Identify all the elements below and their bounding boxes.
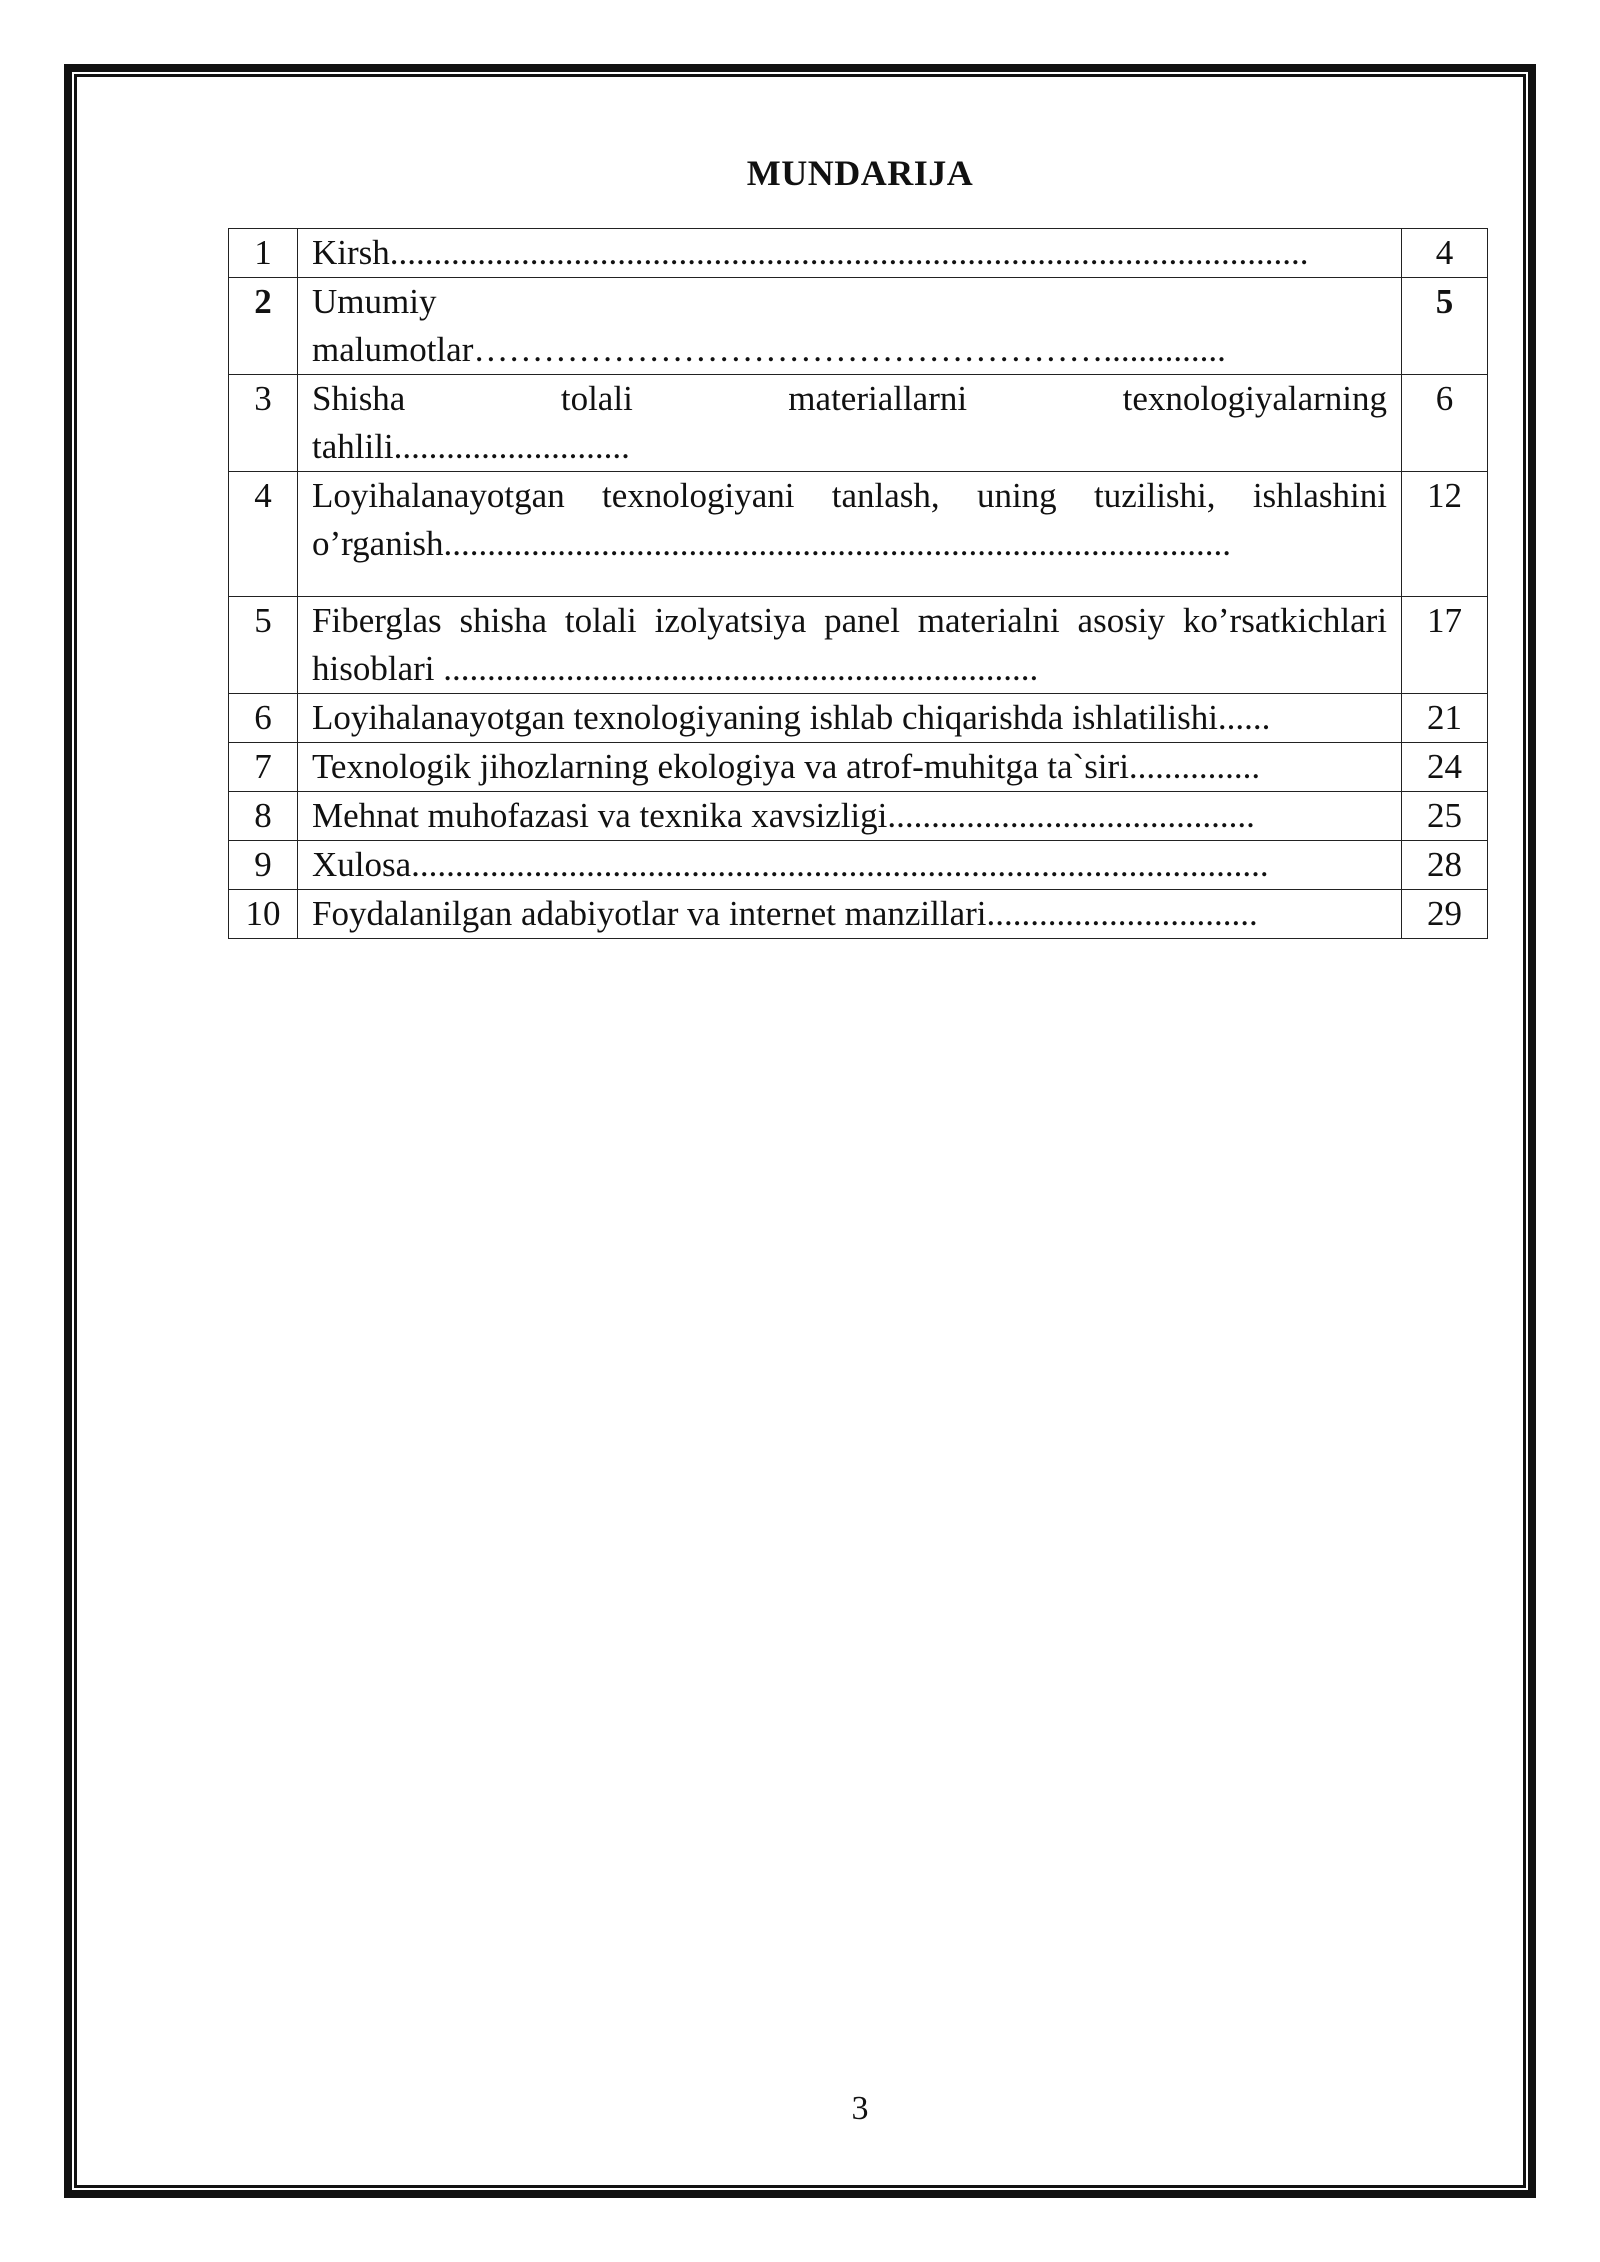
toc-row-9 bbox=[229, 841, 1488, 890]
toc-page-number: 17 bbox=[1402, 597, 1488, 694]
toc-number: 2 bbox=[229, 278, 298, 375]
toc-row-6 bbox=[229, 694, 1488, 743]
toc-entry-text: Umumiy malumotlar……………………………………………….............. bbox=[298, 278, 1402, 375]
toc-number: 10 bbox=[229, 890, 298, 939]
toc-page-number: 6 bbox=[1402, 375, 1488, 472]
toc-row-3 bbox=[229, 375, 1488, 472]
toc-page-number: 29 bbox=[1402, 890, 1488, 939]
toc-entry-text: Loyihalanayotgan texnologiyaning ishlab chiqarishda ishlatilishi...... bbox=[298, 694, 1402, 743]
toc-row-7 bbox=[229, 743, 1488, 792]
toc-number: 6 bbox=[229, 694, 298, 743]
toc-number: 1 bbox=[229, 229, 298, 278]
toc-row-10 bbox=[229, 890, 1488, 939]
toc-number: 5 bbox=[229, 597, 298, 694]
toc-row-1 bbox=[229, 229, 1488, 278]
toc-entry-text: Kirsh......................................................................................................... bbox=[298, 229, 1402, 278]
toc-page-number: 12 bbox=[1402, 472, 1488, 597]
toc-entry-text: Texnologik jihozlarning ekologiya va atrof-muhitga ta`siri............... bbox=[298, 743, 1402, 792]
toc-number: 4 bbox=[229, 472, 298, 597]
toc-page-number: 25 bbox=[1402, 792, 1488, 841]
toc-number: 3 bbox=[229, 375, 298, 472]
toc-row-8 bbox=[229, 792, 1488, 841]
toc-page-number: 5 bbox=[1402, 278, 1488, 375]
toc-entry-text: Mehnat muhofazasi va texnika xavsizligi.......................................... bbox=[298, 792, 1402, 841]
toc-row-4 bbox=[229, 472, 1488, 597]
toc-page-number: 21 bbox=[1402, 694, 1488, 743]
toc-entry-text: Shisha tolali materiallarni texnologiyalarning tahlili........................... bbox=[298, 375, 1402, 472]
toc-row-5 bbox=[229, 597, 1488, 694]
toc-page-number: 4 bbox=[1402, 229, 1488, 278]
table-of-contents bbox=[228, 228, 1488, 939]
toc-row-2 bbox=[229, 278, 1488, 375]
toc-page-number: 28 bbox=[1402, 841, 1488, 890]
toc-entry-text: Loyihalanayotgan texnologiyani tanlash, uning tuzilishi, ishlashini o’rganish.......................................................................................... bbox=[298, 472, 1402, 597]
page-title: MUNDARIJA bbox=[746, 153, 974, 193]
toc-entry-text: Fiberglas shisha tolali izolyatsiya panel materialni asosiy ko’rsatkichlari hisoblari .................................................................... bbox=[298, 597, 1402, 694]
toc-entry-text: Foydalanilgan adabiyotlar va internet manzillari............................... bbox=[298, 890, 1402, 939]
toc-number: 7 bbox=[229, 743, 298, 792]
toc-number: 8 bbox=[229, 792, 298, 841]
toc-number: 9 bbox=[229, 841, 298, 890]
toc-page-number: 24 bbox=[1402, 743, 1488, 792]
toc-entry-text: Xulosa.................................................................................................. bbox=[298, 841, 1402, 890]
page-number: 3 bbox=[851, 2090, 869, 2127]
